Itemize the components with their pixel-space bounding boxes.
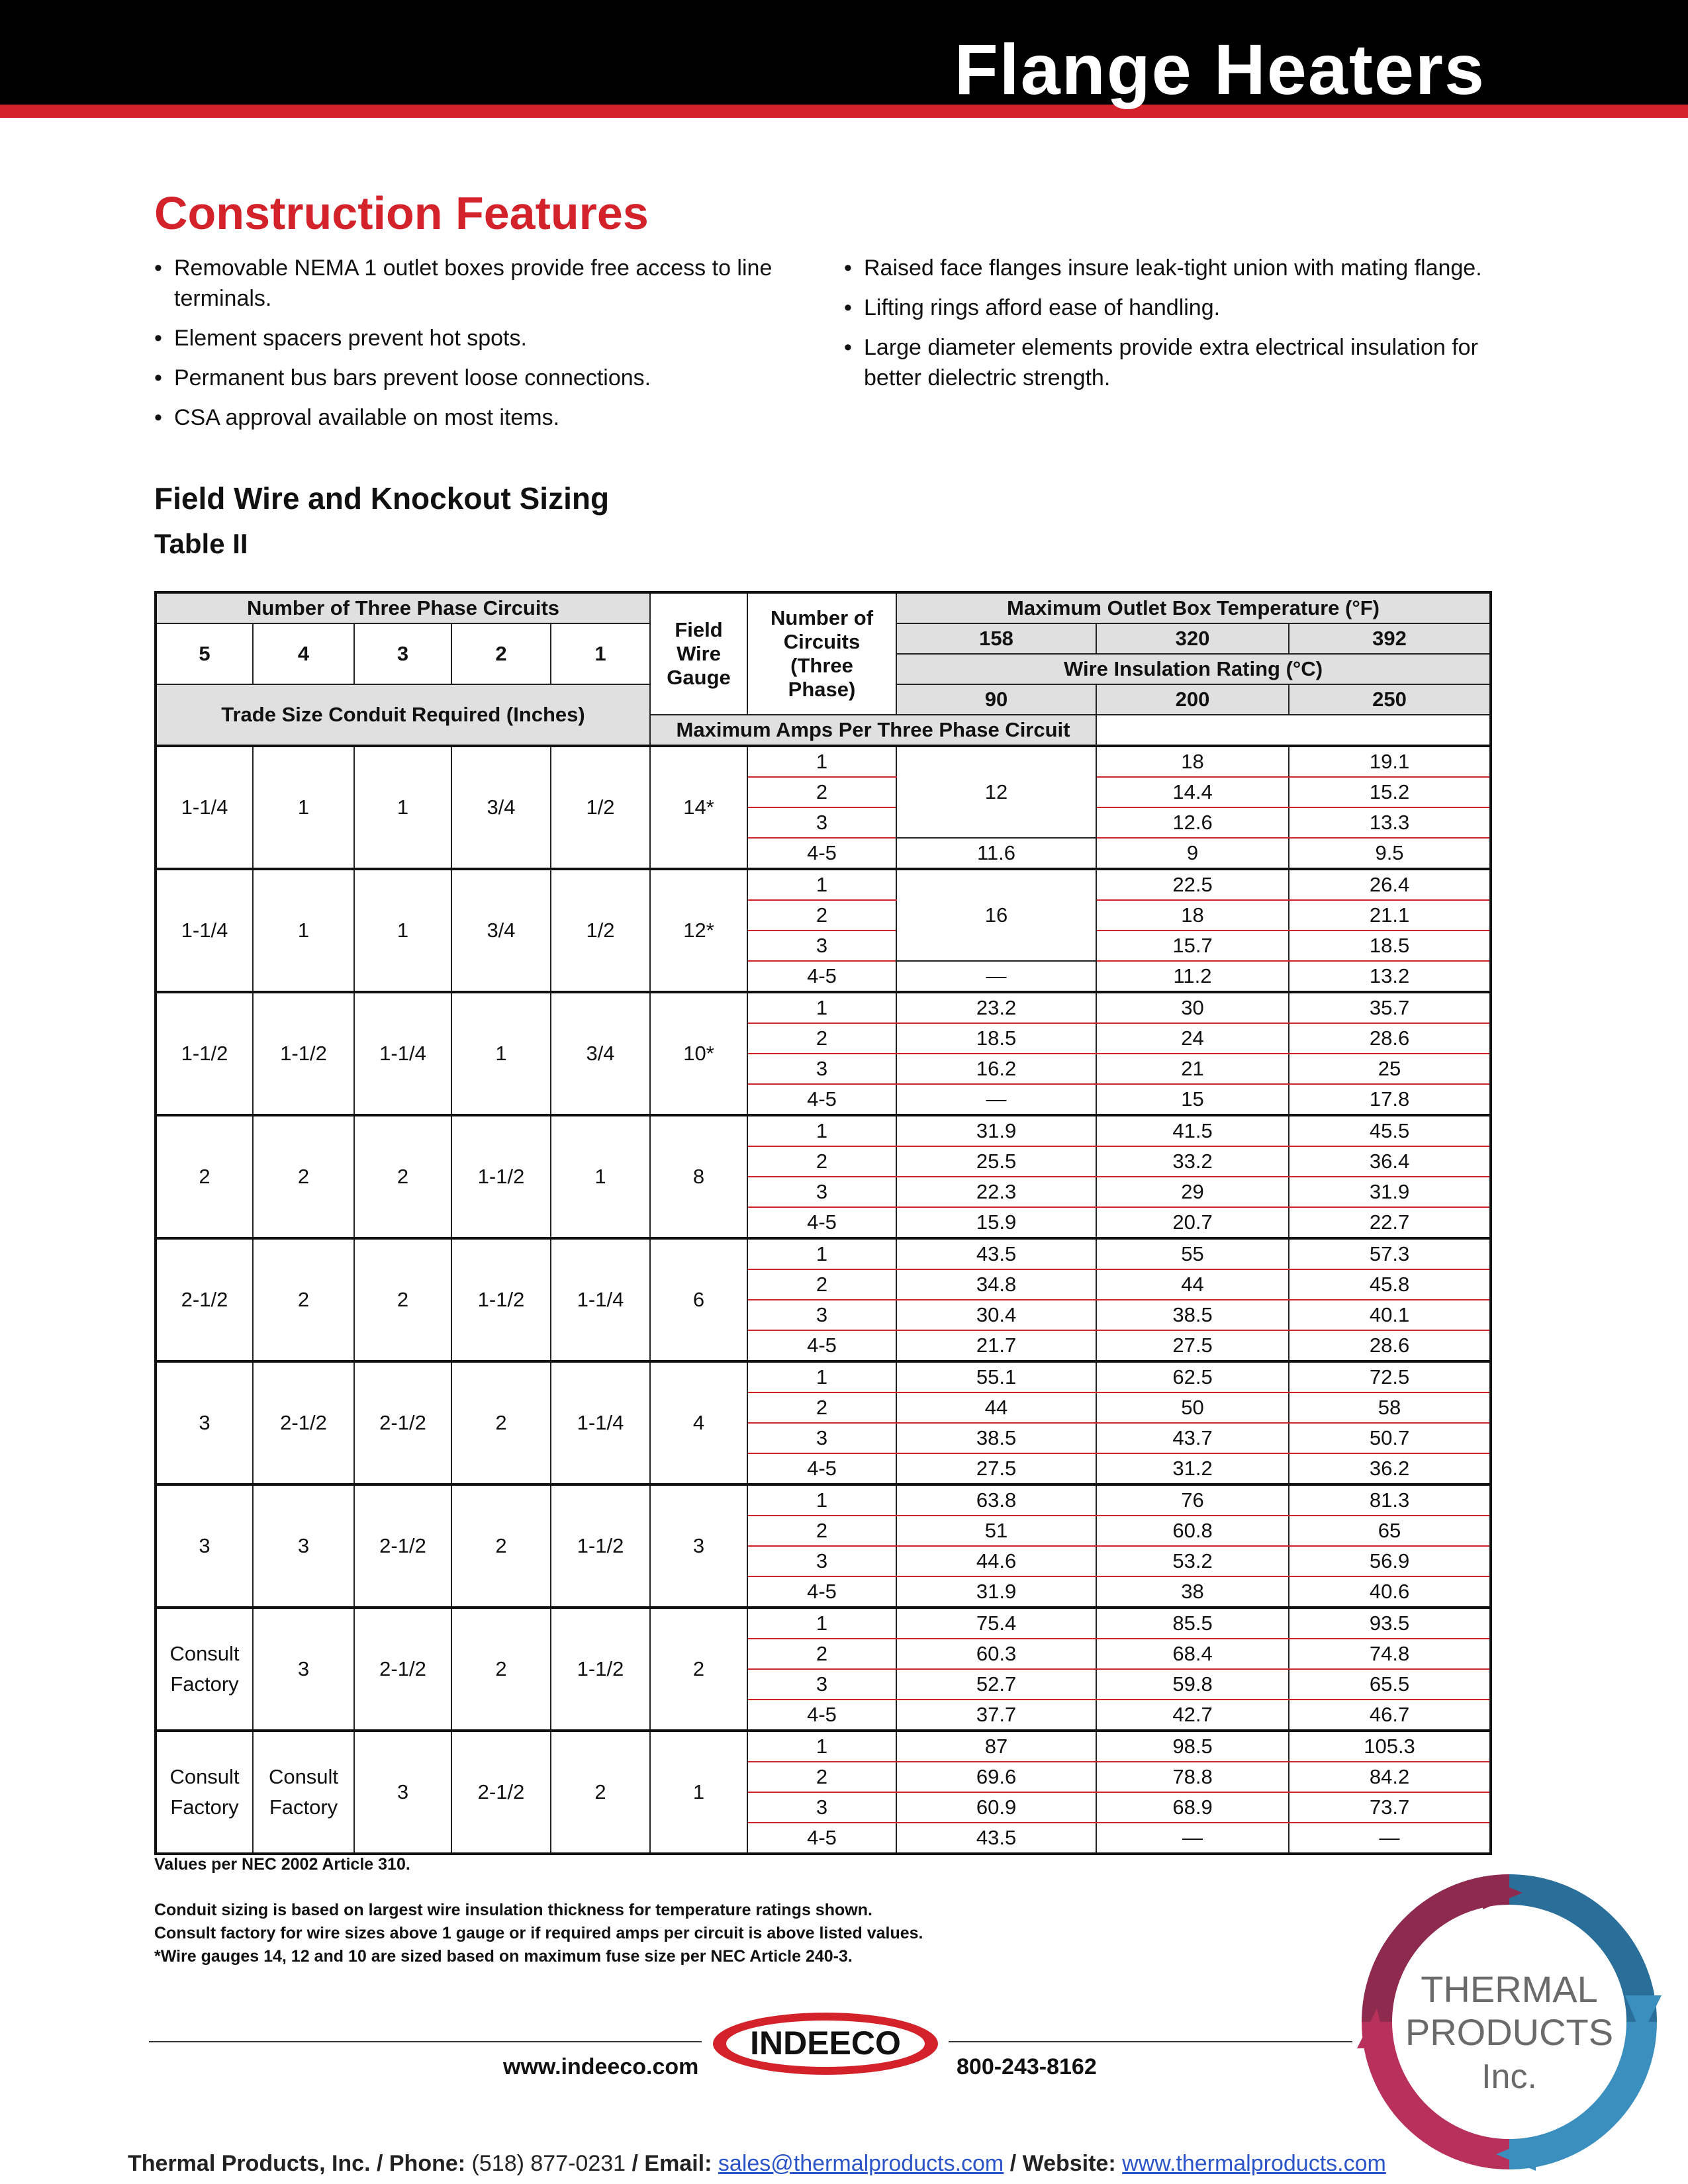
amps-200-cell: 59.8 [1096, 1669, 1289, 1700]
circuit-count-cell: 3 [747, 1669, 896, 1700]
amps-90-cell: 18.5 [896, 1023, 1096, 1054]
circuit-count-cell: 1 [747, 1484, 896, 1516]
circuit-count-cell: 1 [747, 992, 896, 1023]
conduit-size-cell: 2-1/2 [354, 1484, 451, 1608]
amps-90-cell: 34.8 [896, 1269, 1096, 1300]
note-conduit: Conduit sizing is based on largest wire insulation thickness for temperature ratings shown. [154, 1901, 872, 1919]
conduit-size-cell: 2 [451, 1608, 551, 1731]
logo-line-inc: Inc. [1481, 2058, 1537, 2096]
table-row [156, 1238, 1491, 1269]
table-row [156, 869, 1491, 900]
amps-200-cell: 18 [1096, 746, 1289, 777]
conduit-size-cell: 3/4 [451, 746, 551, 869]
wire-gauge-cell: 6 [650, 1238, 747, 1361]
amps-90-cell: 16.2 [896, 1054, 1096, 1084]
amps-200-cell: 15 [1096, 1084, 1289, 1115]
circuit-count-cell: 3 [747, 1177, 896, 1207]
conduit-size-cell: 1-1/4 [156, 746, 253, 869]
amps-250-cell: 72.5 [1289, 1361, 1491, 1392]
temp-header: 320 [1096, 623, 1289, 654]
temp-header: 158 [896, 623, 1096, 654]
circuit-count-cell: 3 [747, 1423, 896, 1453]
contact-website-link[interactable]: www.thermalproducts.com [1122, 2151, 1386, 2176]
amps-250-cell: 57.3 [1289, 1238, 1491, 1269]
conduit-size-cell: 1/2 [551, 869, 650, 992]
conduit-size-cell: 3 [253, 1484, 354, 1608]
amps-200-cell: 42.7 [1096, 1700, 1289, 1731]
amps-250-cell: 35.7 [1289, 992, 1491, 1023]
conduit-size-cell: Consult Factory [253, 1731, 354, 1854]
amps-90-cell: 43.5 [896, 1823, 1096, 1854]
amps-200-cell: 43.7 [1096, 1423, 1289, 1453]
footer-phone: 800-243-8162 [957, 2054, 1097, 2079]
amps-250-cell: 15.2 [1289, 777, 1491, 807]
circuit-count-cell: 2 [747, 1146, 896, 1177]
amps-90-cell: 51 [896, 1516, 1096, 1546]
circuit-count-cell: 3 [747, 807, 896, 838]
amps-200-cell: 21 [1096, 1054, 1289, 1084]
rating-header: 90 [896, 684, 1096, 715]
feature-item: • Element spacers prevent hot spots. [154, 323, 823, 353]
amps-250-cell: 26.4 [1289, 869, 1491, 900]
contact-email-label: Email: [644, 2151, 712, 2176]
amps-250-cell: 31.9 [1289, 1177, 1491, 1207]
amps-250-cell: 81.3 [1289, 1484, 1491, 1516]
table-row [156, 1484, 1491, 1516]
wire-gauge-cell: 14* [650, 746, 747, 869]
conduit-size-cell: 1-1/2 [156, 992, 253, 1115]
note-nec: Values per NEC 2002 Article 310. [154, 1855, 410, 1874]
logo-line-products: PRODUCTS [1405, 2011, 1614, 2053]
amps-250-cell: 18.5 [1289, 931, 1491, 961]
amps-200-cell: 27.5 [1096, 1330, 1289, 1361]
amps-250-cell: 45.5 [1289, 1115, 1491, 1146]
conduit-size-cell: 1-1/4 [354, 992, 451, 1115]
conduit-size-cell: 1-1/4 [156, 869, 253, 992]
circuit-count-cell: 2 [747, 1639, 896, 1669]
conduit-size-cell: 2 [451, 1361, 551, 1484]
conduit-size-cell: 2 [253, 1115, 354, 1238]
amps-90-cell: 27.5 [896, 1453, 1096, 1484]
conduit-size-cell: 2 [451, 1484, 551, 1608]
amps-200-cell: 41.5 [1096, 1115, 1289, 1146]
amps-250-cell: 25 [1289, 1054, 1491, 1084]
amps-90-cell: 38.5 [896, 1423, 1096, 1453]
amps-200-cell: 98.5 [1096, 1731, 1289, 1762]
footer-divider-left [149, 2041, 702, 2042]
circuit-count-cell: 4-5 [747, 1700, 896, 1731]
amps-90-cell: 23.2 [896, 992, 1096, 1023]
amps-200-cell: 31.2 [1096, 1453, 1289, 1484]
table-row [156, 1361, 1491, 1392]
conduit-size-cell: 1-1/2 [551, 1484, 650, 1608]
feature-item: • Removable NEMA 1 outlet boxes provide free access to line terminals. [154, 253, 823, 314]
conduit-size-cell: 2-1/2 [354, 1361, 451, 1484]
conduit-size-cell: 1 [253, 746, 354, 869]
circuit-count-cell: 4-5 [747, 1084, 896, 1115]
amps-200-cell: 11.2 [1096, 961, 1289, 992]
conduit-size-cell: 1-1/2 [451, 1115, 551, 1238]
circuit-col-header: 1 [551, 623, 650, 684]
conduit-size-cell: 1-1/2 [451, 1238, 551, 1361]
amps-250-cell: 45.8 [1289, 1269, 1491, 1300]
amps-90-cell: 60.3 [896, 1639, 1096, 1669]
amps-90-cell: 52.7 [896, 1669, 1096, 1700]
circuit-count-cell: 3 [747, 931, 896, 961]
trade-size-header: Trade Size Conduit Required (Inches) [156, 684, 650, 746]
circuit-count-cell: 2 [747, 1023, 896, 1054]
amps-200-cell: 68.4 [1096, 1639, 1289, 1669]
table-row [156, 746, 1491, 777]
circuit-count-cell: 1 [747, 1608, 896, 1639]
conduit-size-cell: 3 [354, 1731, 451, 1854]
amps-90-cell: 31.9 [896, 1115, 1096, 1146]
conduit-size-cell: 1 [354, 869, 451, 992]
amps-250-cell: 13.2 [1289, 961, 1491, 992]
circuit-count-cell: 2 [747, 1392, 896, 1423]
amps-200-cell: 9 [1096, 838, 1289, 869]
thermal-products-logo [1347, 1863, 1671, 2181]
conduit-size-cell: 2 [253, 1238, 354, 1361]
amps-200-cell: 38 [1096, 1576, 1289, 1608]
conduit-size-cell: 3 [156, 1361, 253, 1484]
amps-250-cell: 73.7 [1289, 1792, 1491, 1823]
feature-item: • Lifting rings afford ease of handling. [844, 293, 1506, 323]
wire-gauge-cell: 12* [650, 869, 747, 992]
amps-250-cell: 28.6 [1289, 1330, 1491, 1361]
amps-250-cell: 40.1 [1289, 1300, 1491, 1330]
circuit-count-cell: 2 [747, 1269, 896, 1300]
footer-website[interactable]: www.indeeco.com [503, 2054, 699, 2079]
circuit-count-cell: 4-5 [747, 838, 896, 869]
contact-company: Thermal Products, Inc. [128, 2151, 371, 2176]
amps-90-cell: 16 [896, 869, 1096, 961]
conduit-size-cell: 2 [551, 1731, 650, 1854]
max-temp-header: Maximum Outlet Box Temperature (°F) [896, 592, 1491, 623]
conduit-size-cell: 1-1/2 [253, 992, 354, 1115]
table-notes [154, 1853, 923, 1968]
three-phase-header: Number of Three Phase Circuits [156, 592, 650, 623]
amps-90-cell: 30.4 [896, 1300, 1096, 1330]
amps-90-cell: 21.7 [896, 1330, 1096, 1361]
amps-200-cell: 44 [1096, 1269, 1289, 1300]
amps-90-cell: 22.3 [896, 1177, 1096, 1207]
table-row [156, 1731, 1491, 1762]
amps-250-cell: 93.5 [1289, 1608, 1491, 1639]
table-body [156, 746, 1491, 1854]
amps-90-cell: 37.7 [896, 1700, 1096, 1731]
amps-250-cell: 22.7 [1289, 1207, 1491, 1238]
amps-200-cell: 15.7 [1096, 931, 1289, 961]
conduit-size-cell: 1 [354, 746, 451, 869]
circuit-count-cell: 1 [747, 1361, 896, 1392]
logo-line-thermal: THERMAL [1421, 1968, 1598, 2010]
conduit-size-cell: 2 [156, 1115, 253, 1238]
conduit-size-cell: 1-1/4 [551, 1361, 650, 1484]
amps-90-cell: 15.9 [896, 1207, 1096, 1238]
amps-250-cell: 65.5 [1289, 1669, 1491, 1700]
table-label: Table II [154, 528, 248, 559]
circuit-count-cell: 4-5 [747, 961, 896, 992]
amps-250-cell: 9.5 [1289, 838, 1491, 869]
feature-item: • Large diameter elements provide extra electrical insulation for better dielectric strength. [844, 332, 1506, 393]
amps-90-cell: 55.1 [896, 1361, 1096, 1392]
amps-90-cell: 25.5 [896, 1146, 1096, 1177]
amps-200-cell: 22.5 [1096, 869, 1289, 900]
field-wire-title: Field Wire and Knockout Sizing [154, 481, 610, 516]
amps-200-cell: 14.4 [1096, 777, 1289, 807]
table-row [156, 1115, 1491, 1146]
conduit-size-cell: 3 [253, 1608, 354, 1731]
circuit-col-header: 3 [354, 623, 451, 684]
circuit-count-cell: 1 [747, 1238, 896, 1269]
knockout-sizing-table [154, 591, 1492, 1855]
contact-phone-label: Phone: [389, 2151, 466, 2176]
amps-90-cell: 31.9 [896, 1576, 1096, 1608]
amps-90-cell: 87 [896, 1731, 1096, 1762]
amps-90-cell: 43.5 [896, 1238, 1096, 1269]
amps-90-cell: 69.6 [896, 1762, 1096, 1792]
circuit-count-cell: 1 [747, 746, 896, 777]
amps-200-cell: 53.2 [1096, 1546, 1289, 1576]
circuit-count-cell: 2 [747, 1762, 896, 1792]
contact-phone: (518) 877-0231 [471, 2151, 626, 2176]
amps-200-cell: 85.5 [1096, 1608, 1289, 1639]
amps-90-cell: 63.8 [896, 1484, 1096, 1516]
amps-250-cell: 84.2 [1289, 1762, 1491, 1792]
amps-250-cell: 36.4 [1289, 1146, 1491, 1177]
amps-250-cell: 13.3 [1289, 807, 1491, 838]
amps-200-cell: 76 [1096, 1484, 1289, 1516]
circuit-count-cell: 1 [747, 1115, 896, 1146]
conduit-size-cell: Consult Factory [156, 1731, 253, 1854]
contact-website-label: Website: [1022, 2151, 1116, 2176]
amps-250-cell: 19.1 [1289, 746, 1491, 777]
circuit-col-header: 4 [253, 623, 354, 684]
circuit-count-cell: 3 [747, 1300, 896, 1330]
amps-90-cell: — [896, 961, 1096, 992]
amps-200-cell: 38.5 [1096, 1300, 1289, 1330]
wire-gauge-cell: 10* [650, 992, 747, 1115]
max-amps-header: Maximum Amps Per Three Phase Circuit [650, 715, 1096, 746]
amps-90-cell: 44.6 [896, 1546, 1096, 1576]
amps-250-cell: 17.8 [1289, 1084, 1491, 1115]
conduit-size-cell: 2-1/2 [354, 1608, 451, 1731]
feature-item: • CSA approval available on most items. [154, 402, 823, 433]
amps-200-cell: 78.8 [1096, 1762, 1289, 1792]
amps-250-cell: 74.8 [1289, 1639, 1491, 1669]
conduit-size-cell: 1-1/2 [551, 1608, 650, 1731]
amps-250-cell: 105.3 [1289, 1731, 1491, 1762]
conduit-size-cell: 2 [354, 1115, 451, 1238]
amps-90-cell: 44 [896, 1392, 1096, 1423]
features-left-list [154, 253, 823, 442]
conduit-size-cell: 3 [156, 1484, 253, 1608]
circuit-count-cell: 4-5 [747, 1823, 896, 1854]
circuit-col-header: 2 [451, 623, 551, 684]
circuit-count-cell: 3 [747, 1054, 896, 1084]
amps-250-cell: — [1289, 1823, 1491, 1854]
amps-250-cell: 56.9 [1289, 1546, 1491, 1576]
circuit-count-cell: 2 [747, 1516, 896, 1546]
amps-250-cell: 28.6 [1289, 1023, 1491, 1054]
conduit-size-cell: 2-1/2 [156, 1238, 253, 1361]
construction-features-title: Construction Features [154, 187, 649, 239]
note-consult: Consult factory for wire sizes above 1 gauge or if required amps per circuit is above listed values. [154, 1924, 923, 1942]
amps-90-cell: 11.6 [896, 838, 1096, 869]
wire-gauge-cell: 3 [650, 1484, 747, 1608]
amps-200-cell: 24 [1096, 1023, 1289, 1054]
conduit-size-cell: 1 [451, 992, 551, 1115]
amps-200-cell: 20.7 [1096, 1207, 1289, 1238]
field-wire-header: Field Wire Gauge [650, 592, 747, 715]
circuit-count-cell: 1 [747, 1731, 896, 1762]
contact-email-link[interactable]: sales@thermalproducts.com [718, 2151, 1004, 2176]
amps-200-cell: 30 [1096, 992, 1289, 1023]
wire-gauge-cell: 2 [650, 1608, 747, 1731]
conduit-size-cell: 1-1/4 [551, 1238, 650, 1361]
conduit-size-cell: 1 [551, 1115, 650, 1238]
amps-200-cell: 55 [1096, 1238, 1289, 1269]
circuit-count-cell: 3 [747, 1546, 896, 1576]
wire-gauge-cell: 4 [650, 1361, 747, 1484]
amps-200-cell: 18 [1096, 900, 1289, 931]
feature-item: • Raised face flanges insure leak-tight union with mating flange. [844, 253, 1506, 283]
contact-bar: Thermal Products, Inc. / Phone: (518) 877-0231 / Email: sales@thermalproducts.com / Website: www.thermalproducts.com [128, 2151, 1386, 2176]
circuit-col-header: 5 [156, 623, 253, 684]
amps-250-cell: 40.6 [1289, 1576, 1491, 1608]
amps-250-cell: 58 [1289, 1392, 1491, 1423]
amps-250-cell: 21.1 [1289, 900, 1491, 931]
num-circuits-header: Number of Circuits (Three Phase) [747, 592, 896, 715]
circuit-count-cell: 4-5 [747, 1207, 896, 1238]
wire-gauge-cell: 8 [650, 1115, 747, 1238]
conduit-size-cell: 2 [354, 1238, 451, 1361]
temp-header: 392 [1289, 623, 1491, 654]
conduit-size-cell: 1 [253, 869, 354, 992]
amps-250-cell: 46.7 [1289, 1700, 1491, 1731]
conduit-size-cell: 3/4 [451, 869, 551, 992]
wire-insulation-header: Wire Insulation Rating (°C) [896, 654, 1491, 684]
conduit-size-cell: 1/2 [551, 746, 650, 869]
circuit-count-cell: 1 [747, 869, 896, 900]
circuit-count-cell: 4-5 [747, 1330, 896, 1361]
note-gauges: *Wire gauges 14, 12 and 10 are sized based on maximum fuse size per NEC Article 240-3. [154, 1947, 853, 1966]
amps-200-cell: 33.2 [1096, 1146, 1289, 1177]
amps-250-cell: 50.7 [1289, 1423, 1491, 1453]
conduit-size-cell: 2-1/2 [253, 1361, 354, 1484]
conduit-size-cell: 2-1/2 [451, 1731, 551, 1854]
amps-200-cell: 68.9 [1096, 1792, 1289, 1823]
indeeco-logo-text: INDEECO [750, 2025, 901, 2062]
circuit-count-cell: 2 [747, 900, 896, 931]
circuit-count-cell: 4-5 [747, 1453, 896, 1484]
amps-200-cell: 29 [1096, 1177, 1289, 1207]
amps-200-cell: — [1096, 1823, 1289, 1854]
indeeco-logo [711, 2011, 940, 2077]
amps-90-cell: — [896, 1084, 1096, 1115]
table-row [156, 992, 1491, 1023]
table-row [156, 1608, 1491, 1639]
amps-90-cell: 60.9 [896, 1792, 1096, 1823]
amps-200-cell: 60.8 [1096, 1516, 1289, 1546]
amps-250-cell: 36.2 [1289, 1453, 1491, 1484]
amps-90-cell: 75.4 [896, 1608, 1096, 1639]
wire-gauge-cell: 1 [650, 1731, 747, 1854]
feature-item: • Permanent bus bars prevent loose connections. [154, 363, 823, 393]
features-right-list [844, 253, 1506, 402]
amps-200-cell: 50 [1096, 1392, 1289, 1423]
rating-header: 250 [1289, 684, 1491, 715]
conduit-size-cell: Consult Factory [156, 1608, 253, 1731]
circuit-count-cell: 4-5 [747, 1576, 896, 1608]
circuit-count-cell: 2 [747, 777, 896, 807]
conduit-size-cell: 3/4 [551, 992, 650, 1115]
page-title: Flange Heaters [954, 29, 1485, 109]
amps-250-cell: 65 [1289, 1516, 1491, 1546]
rating-header: 200 [1096, 684, 1289, 715]
amps-200-cell: 62.5 [1096, 1361, 1289, 1392]
footer-divider-right [949, 2041, 1352, 2042]
amps-200-cell: 12.6 [1096, 807, 1289, 838]
circuit-count-cell: 3 [747, 1792, 896, 1823]
amps-90-cell: 12 [896, 746, 1096, 838]
